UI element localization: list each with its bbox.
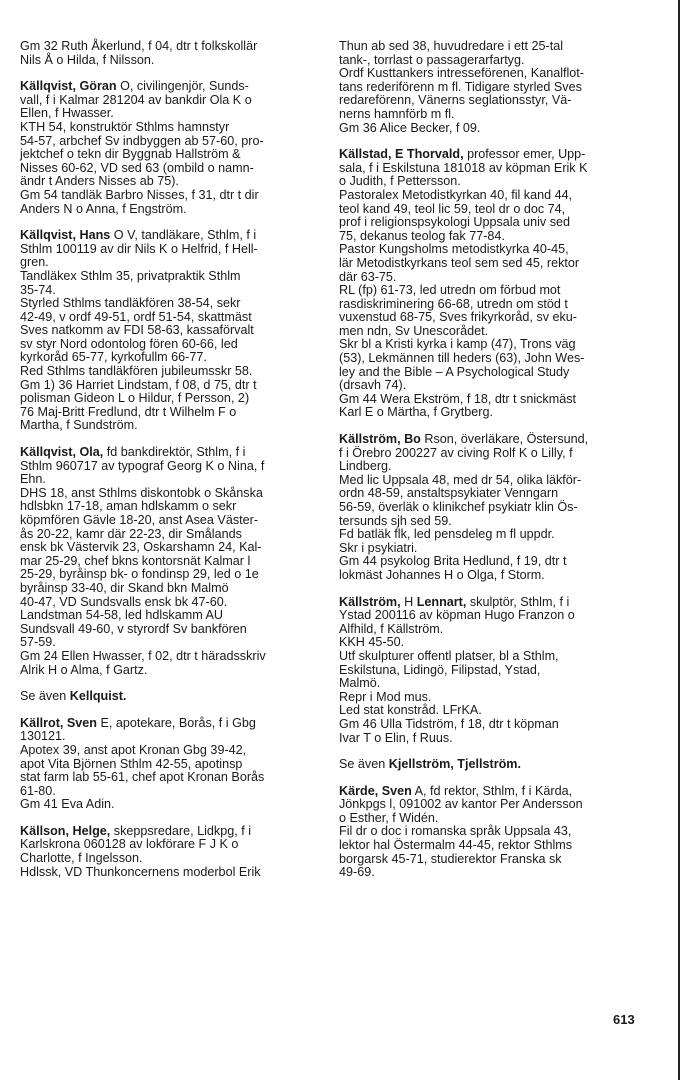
- entry-line: Malmö.: [339, 676, 381, 691]
- entry-line: Styrled Sthlms tandläkfören 38-54, sekr: [20, 296, 241, 311]
- entry-line: gren.: [20, 255, 49, 270]
- biography-entry: [20, 229, 325, 433]
- left-column: [20, 40, 325, 892]
- entry-line: Utf skulpturer offentl platser, bl a Sthlm,: [339, 648, 559, 663]
- entry-line: Jönkpgs l, 091002 av kantor Per Andersson: [339, 797, 583, 812]
- entry-line: Gm 36 Alice Becker, f 09.: [339, 120, 481, 135]
- biography-entry: [339, 758, 639, 772]
- biography-entry: [339, 433, 639, 583]
- entry-heading-text: Rson, överläkare, Östersund,: [420, 432, 589, 447]
- entry-line: lektor hal Östermalm 44-45, rektor Sthlms: [339, 838, 573, 853]
- biography-entry: [339, 785, 639, 880]
- entry-name: Källqvist, Hans: [20, 228, 111, 243]
- entry-line: hdlsbkn 17-18, aman hdlskamm o sekr: [20, 499, 237, 514]
- entry-line: ensk bk Västervik 23, Oskarshamn 24, Kal-: [20, 540, 262, 555]
- biography-entry: [20, 40, 325, 67]
- entry-line: Hdlssk, VD Thunkoncernens moderbol Erik: [20, 864, 261, 879]
- entry-name: Kärde, Sven: [339, 783, 412, 798]
- entry-name: Källqvist, Ola,: [20, 445, 104, 460]
- entry-line: Gm 46 Ulla Tidström, f 18, dtr t köpman: [339, 716, 559, 731]
- entry-heading-text: E, apotekare, Borås, f i Gbg: [96, 715, 256, 730]
- see-also-label: Se även: [339, 757, 389, 772]
- entry-line: men ndn, Sv Unescorådet.: [339, 323, 489, 338]
- entry-name: Källson, Helge,: [20, 823, 111, 838]
- biography-entry: [20, 825, 325, 879]
- entry-line: 130121.: [20, 729, 66, 744]
- entry-line: Gm 44 Wera Ekström, f 18, dtr t snickmäst: [339, 391, 577, 406]
- entry-line: Thun ab sed 38, huvudredare i ett 25-tal: [339, 39, 564, 53]
- entry-line: 61-80.: [20, 783, 56, 798]
- entry-line: 76 Maj-Britt Fredlund, dtr t Wilhelm F o: [20, 404, 237, 419]
- entry-line: Ivar T o Elin, f Ruus.: [339, 730, 453, 745]
- entry-line: Fil dr o doc i romanska språk Uppsala 43,: [339, 824, 572, 839]
- entry-line: Nisses 60-62, VD sed 63 (ombild o namn-: [20, 160, 254, 175]
- entry-line: apot Vita Björnen Sthlm 42-55, apotinsp: [20, 756, 243, 771]
- entry-line: borgarsk 45-71, studierektor Franska sk: [339, 851, 562, 866]
- entry-line: ås 20-22, kamr där 22-23, dir Smålands: [20, 526, 242, 541]
- entry-line: redareförenn, Vänerns seglationsstyr, Vä-: [339, 93, 572, 108]
- entry-line: Landstman 54-58, led hdlskamm AU: [20, 608, 224, 623]
- entry-line: o Esther, f Widén.: [339, 810, 439, 825]
- biography-entry: [20, 446, 325, 677]
- entry-line: Ystad 200116 av köpman Hugo Franzon o: [339, 608, 575, 623]
- entry-line: 49-69.: [339, 865, 375, 880]
- entry-heading: [20, 690, 325, 704]
- entry-heading: [339, 148, 639, 162]
- entry-heading-text: O, civilingenjör, Sunds-: [116, 79, 249, 94]
- entry-line: Ellen, f Hwasser.: [20, 106, 114, 121]
- entry-line: Red Sthlms tandläkfören jubileumsskr 58.: [20, 364, 253, 379]
- entry-line: Gm 32 Ruth Åkerlund, f 04, dtr t folkskollär: [20, 39, 258, 53]
- entry-line: tans rederiförenn m fl. Tidigare styrled Sves: [339, 79, 582, 94]
- right-column: [339, 40, 639, 893]
- entry-line: sala, f i Eskilstuna 181018 av köpman Erik K: [339, 160, 588, 175]
- entry-line: lokmäst Johannes H o Olga, f Storm.: [339, 567, 545, 582]
- entry-line: där 63-75.: [339, 269, 397, 284]
- entry-heading-text: skeppsredare, Lidkpg, f i: [110, 823, 251, 838]
- biography-entry: [339, 40, 639, 135]
- entry-line: (53), Lekmännen till heders (63), John Wes-: [339, 351, 585, 366]
- entry-heading: [339, 785, 639, 799]
- entry-line: polisman Gideon L o Hildur, f Persson, 2): [20, 391, 250, 406]
- entry-line: 42-49, v ordf 49-51, ordf 51-54, skattmäst: [20, 309, 252, 324]
- biography-entry: [20, 690, 325, 704]
- entry-line: mar 25-29, chef bkns kontorsnät Kalmar l: [20, 553, 251, 568]
- entry-name: Källqvist, Göran: [20, 79, 117, 94]
- entry-line: Skr bl a Kristi kyrka i kamp (47), Trons väg: [339, 337, 576, 352]
- entry-line: prof i religionspsykologi Uppsala univ sed: [339, 215, 571, 230]
- entry-heading: [20, 446, 325, 460]
- entry-line: Eskilstuna, Lidingö, Filipstad, Ystad,: [339, 662, 541, 677]
- entry-line: kyrkoråd 65-77, kyrkofullm 66-77.: [20, 350, 207, 365]
- entry-line: Apotex 39, anst apot Kronan Gbg 39-42,: [20, 742, 247, 757]
- entry-line: Karl E o Märtha, f Grytberg.: [339, 405, 493, 420]
- entry-line: 40-47, VD Sundsvalls ensk bk 47-60.: [20, 594, 228, 609]
- entry-line: lär Metodistkyrkans teol sem sed 45, rektor: [339, 255, 580, 270]
- entry-line: sv styr Nord odontolog fören 60-66, led: [20, 336, 238, 351]
- entry-name: Kjellström, Tjellström.: [388, 757, 521, 772]
- entry-line: Sundsvall 49-60, v styrordf Sv bankfören: [20, 621, 247, 636]
- entry-line: Gm 54 tandläk Barbro Nisses, f 31, dtr t dir: [20, 187, 259, 202]
- entry-line: Fd batläk flk, led pensdeleg m fl uppdr.: [339, 527, 555, 542]
- biography-entry: [339, 596, 639, 746]
- entry-heading: [339, 596, 639, 610]
- entry-line: (drsavh 74).: [339, 378, 407, 393]
- entry-line: rasdiskriminering 66-68, utredn om stöd t: [339, 296, 568, 311]
- biography-entry: [20, 80, 325, 216]
- entry-line: tersunds sjh sed 59.: [339, 513, 452, 528]
- entry-line: Lindberg.: [339, 459, 392, 474]
- entry-line: Anders N o Anna, f Engström.: [20, 201, 187, 216]
- entry-line: KTH 54, konstruktör Sthlms hamnstyr: [20, 119, 230, 134]
- entry-heading: [20, 717, 325, 731]
- biography-entry: [339, 148, 639, 420]
- entry-name: Källström, Bo: [339, 432, 421, 447]
- entry-line: ordn 48-59, anstaltspsykiater Venngarn: [339, 486, 559, 501]
- entry-line: 75, dekanus teolog fak 77-84.: [339, 228, 505, 243]
- entry-line: köpmfören Gävle 18-20, anst Asea Väster-: [20, 513, 259, 527]
- entry-line: Sthlm 100119 av dir Nils K o Helfrid, f Hell-: [20, 241, 258, 256]
- entry-line: vall, f i Kalmar 281204 av bankdir Ola K o: [20, 92, 252, 107]
- entry-line: KKH 45-50.: [339, 635, 405, 650]
- entry-name: Källrot, Sven: [20, 715, 97, 730]
- entry-line: Karlskrona 060128 av lokförare F J K o: [20, 837, 239, 852]
- entry-line: jektchef o tekn dir Byggnab Hallström &: [20, 147, 241, 162]
- entry-name: Källström,: [339, 594, 401, 609]
- entry-line: Gm 1) 36 Harriet Lindstam, f 08, d 75, dtr t: [20, 377, 257, 392]
- entry-heading-text: H: [400, 594, 417, 609]
- entry-heading: [339, 433, 639, 447]
- entry-line: DHS 18, anst Sthlms diskontobk o Skånska: [20, 485, 263, 500]
- entry-line: 35-74.: [20, 282, 56, 297]
- entry-line: tank-, torrlast o passagerarfartyg.: [339, 52, 525, 67]
- biography-entry: [20, 717, 325, 812]
- entry-name: Lennart,: [416, 594, 467, 609]
- entry-line: 25-29, byråinsp bk- o fondinsp 29, led o 1e: [20, 567, 259, 582]
- entry-line: Pastor Kungsholms metodistkyrka 40-45,: [339, 242, 569, 257]
- entry-line: RL (fp) 61-73, led utredn om förbud mot: [339, 283, 561, 298]
- page-number: 613: [613, 1012, 635, 1027]
- entry-line: vuxenstud 68-75, Sves frikyrkoråd, sv eku-: [339, 310, 577, 325]
- entry-line: Sves natkomm av FDI 58-63, kassaförvalt: [20, 323, 254, 338]
- entry-line: byråinsp 33-40, dir Skand bkn Malmö: [20, 580, 229, 595]
- entry-line: nerns hamnförb m fl.: [339, 106, 455, 121]
- entry-line: Tandläkex Sthlm 35, privatpraktik Sthlm: [20, 268, 241, 283]
- entry-line: Alfhild, f Källström.: [339, 621, 444, 636]
- entry-heading-text: skulptör, Sthlm, f i: [466, 594, 570, 609]
- entry-line: Sthlm 960717 av typograf Georg K o Nina, f: [20, 458, 265, 473]
- entry-line: Martha, f Sundström.: [20, 418, 138, 433]
- entry-line: Led stat konstråd. LFrKA.: [339, 703, 482, 718]
- entry-line: Skr i psykiatri.: [339, 540, 418, 555]
- entry-heading: [20, 229, 325, 243]
- entry-line: Repr i Mod mus.: [339, 689, 432, 704]
- entry-line: Pastoralex Metodistkyrkan 40, fil kand 44,: [339, 187, 573, 202]
- see-also-label: Se även: [20, 689, 70, 704]
- entry-line: Charlotte, f Ingelsson.: [20, 851, 143, 866]
- entry-heading-text: O V, tandläkare, Sthlm, f i: [110, 228, 257, 243]
- entry-line: Alrik H o Alma, f Gartz.: [20, 662, 148, 677]
- entry-line: Gm 44 psykolog Brita Hedlund, f 19, dtr t: [339, 554, 567, 569]
- entry-heading: [20, 80, 325, 94]
- entry-line: 57-59.: [20, 635, 56, 650]
- entry-line: Ordf Kusttankers intresseförenen, Kanalflot-: [339, 66, 585, 81]
- entry-line: 56-59, överläk o klinikchef psykiatr klin Ös-: [339, 500, 578, 514]
- entry-name: Kellquist.: [69, 689, 127, 704]
- entry-line: Gm 24 Ellen Hwasser, f 02, dtr t häradsskriv: [20, 648, 266, 663]
- entry-line: o Judith, f Pettersson.: [339, 174, 461, 189]
- entry-line: teol kand 49, teol lic 59, teol dr o doc 74,: [339, 201, 566, 216]
- entry-heading-text: fd bankdirektör, Sthlm, f i: [103, 445, 246, 460]
- entry-line: Med lic Uppsala 48, med dr 54, olika läkför-: [339, 472, 582, 487]
- entry-line: ändr t Anders Nisses ab 75).: [20, 174, 179, 189]
- entry-line: Ehn.: [20, 472, 46, 487]
- entry-heading-text: professor emer, Upp-: [463, 147, 586, 162]
- entry-line: Gm 41 Eva Adin.: [20, 797, 115, 812]
- entry-name: Källstad, E Thorvald,: [339, 147, 464, 162]
- entry-heading: [339, 758, 639, 772]
- entry-line: Nils Å o Hilda, f Nilsson.: [20, 52, 155, 67]
- entry-heading-text: A, fd rektor, Sthlm, f i Kärda,: [411, 783, 573, 798]
- entry-line: ley and the Bible – A Psychological Study: [339, 364, 570, 379]
- entry-line: stat farm lab 55-61, chef apot Kronan Borås: [20, 770, 265, 785]
- entry-line: 54-57, arbchef Sv indbyggen ab 57-60, pro-: [20, 133, 264, 148]
- entry-line: f i Örebro 200227 av civing Rolf K o Lilly, f: [339, 445, 573, 460]
- entry-heading: [20, 825, 325, 839]
